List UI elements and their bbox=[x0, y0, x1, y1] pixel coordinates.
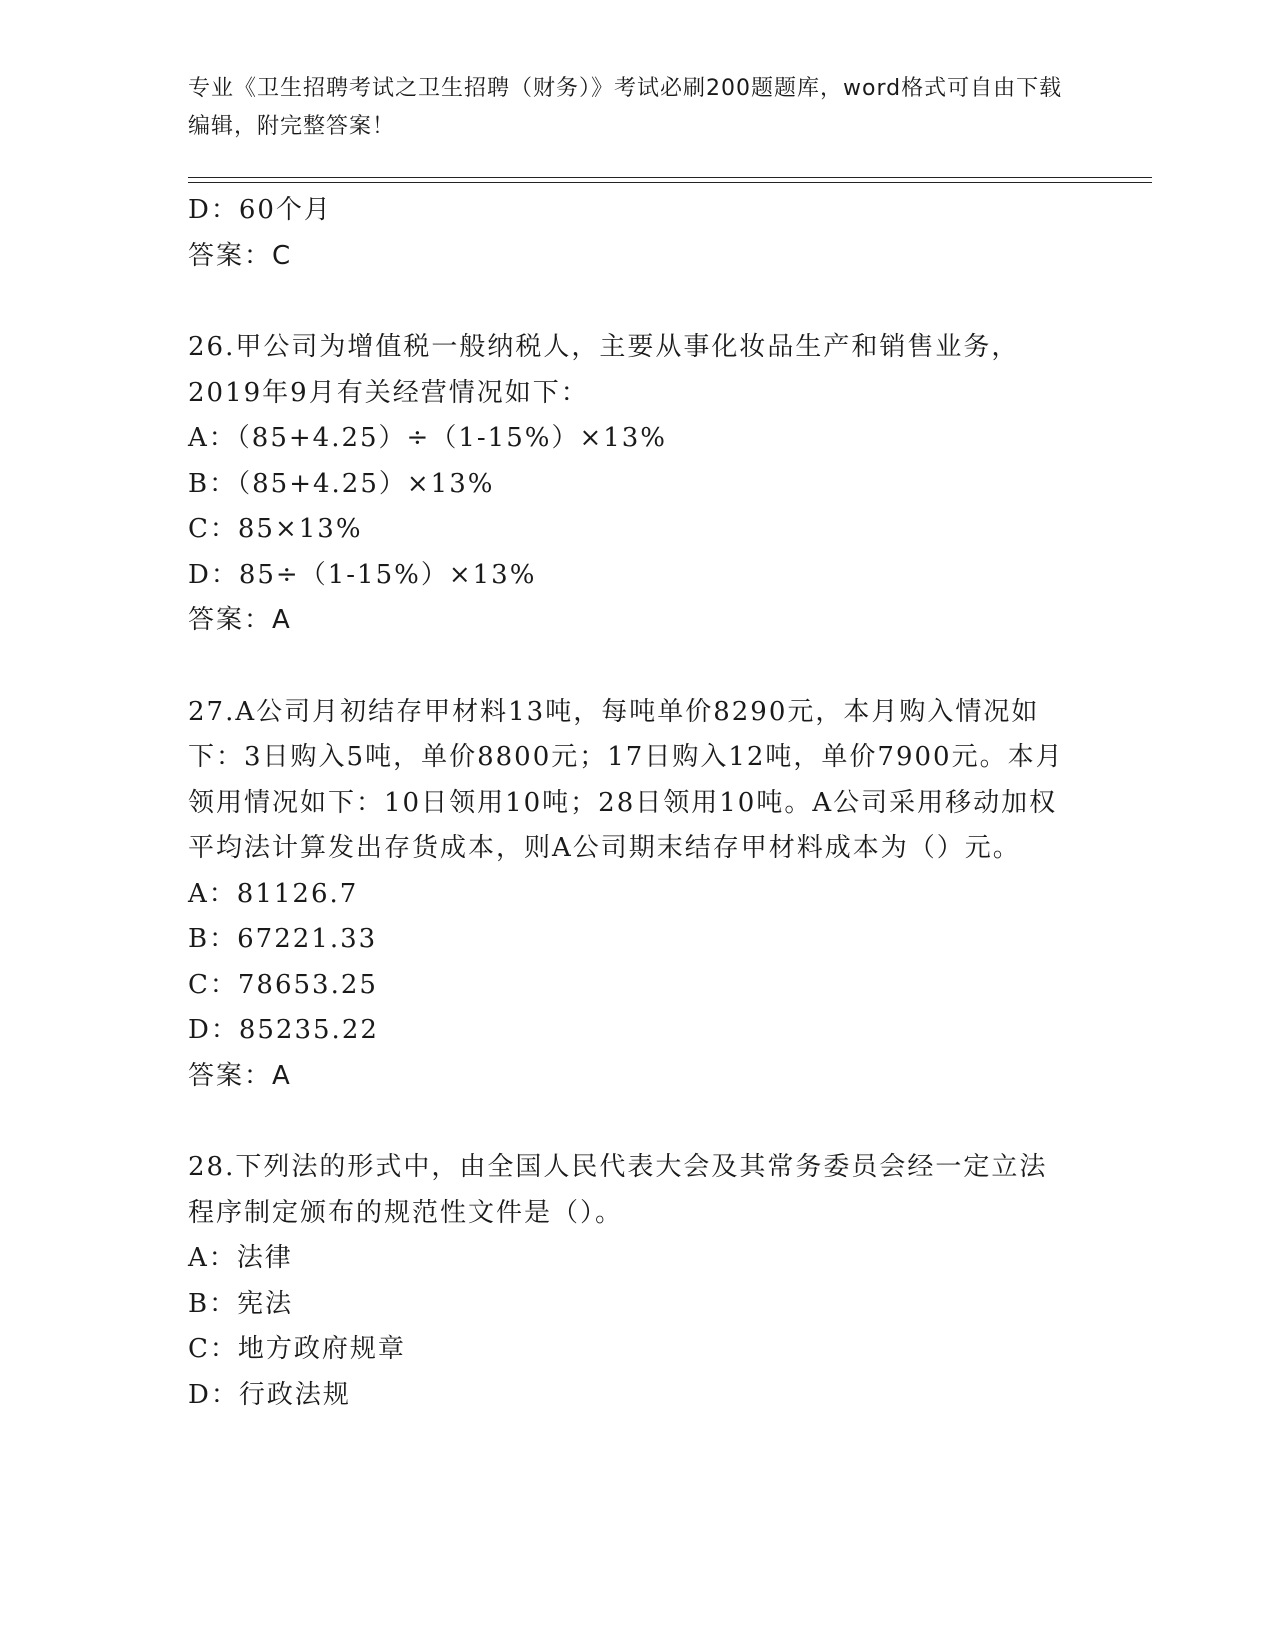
option-d: D：行政法规 bbox=[188, 1379, 351, 1410]
answer-line: 答案：A bbox=[188, 1060, 292, 1091]
header-rule-bottom bbox=[188, 182, 1152, 183]
page-header: 专业《卫生招聘考试之卫生招聘（财务）》考试必刷200题题库，word格式可自由下载编辑，附完整答案！ bbox=[188, 76, 1063, 139]
question-text: 27.A公司月初结存甲材料13吨，每吨单价8290元，本月购入情况如下：3日购入5吨，单价8800元；17日购入12吨，单价7900元。本月领用情况如下：10日领用10吨；28日领用10吨。A公司采用移动加权平均法计算发出存货成本，则A公司期末结存甲材料成本为（）元。 bbox=[188, 696, 1064, 863]
option-b: B：67221.33 bbox=[188, 924, 378, 954]
option-c: C：85×13% bbox=[188, 514, 363, 544]
option-b: B：宪法 bbox=[188, 1288, 294, 1319]
option-c: C：地方政府规章 bbox=[188, 1334, 406, 1364]
option-d: D：85÷（1-15%）×13% bbox=[188, 559, 537, 590]
option-d: D：60个月 bbox=[188, 195, 332, 225]
spacer bbox=[188, 644, 1088, 690]
option-b: B：（85+4.25）×13% bbox=[188, 468, 495, 499]
previous-question-tail bbox=[188, 188, 1088, 279]
question-text: 28.下列法的形式中，由全国人民代表大会及其常务委员会经一定立法程序制定颁布的规范性文件是（）。 bbox=[188, 1152, 1048, 1228]
answer-line: 答案：C bbox=[188, 240, 293, 271]
document-body bbox=[188, 188, 1088, 1418]
answer-line: 答案：A bbox=[188, 605, 292, 635]
option-a: A：81126.7 bbox=[188, 878, 359, 909]
header-rule-top bbox=[188, 177, 1152, 178]
question-28 bbox=[188, 1145, 1088, 1418]
question-text: 26.甲公司为增值税一般纳税人，主要从事化妆品生产和销售业务，2019年9月有关经营情况如下： bbox=[188, 332, 1020, 408]
spacer bbox=[188, 279, 1088, 325]
option-a: A：（85+4.25）÷（1-15%）×13% bbox=[188, 423, 668, 453]
option-c: C：78653.25 bbox=[188, 969, 378, 1000]
question-26 bbox=[188, 325, 1088, 644]
option-d: D：85235.22 bbox=[188, 1015, 379, 1045]
spacer bbox=[188, 1099, 1088, 1145]
question-27 bbox=[188, 690, 1088, 1100]
option-a: A：法律 bbox=[188, 1243, 293, 1273]
